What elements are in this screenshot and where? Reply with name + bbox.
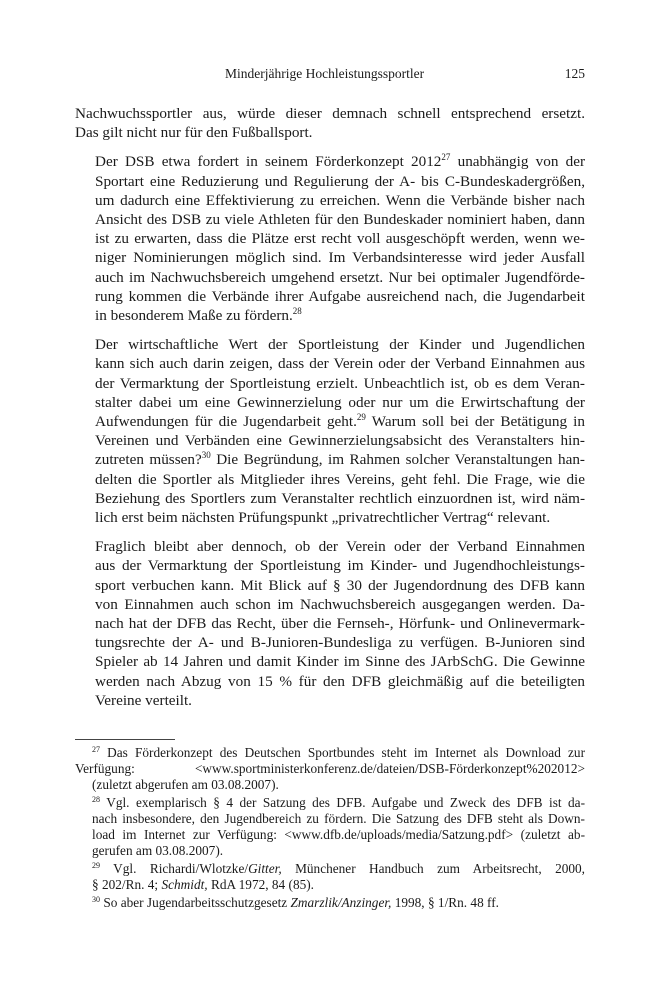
text-line: zutreten müssen?$^{30}$ Die Begründung, im Rahmen solcher Veranstaltungen han- [95, 450, 585, 469]
footnote-line: $^{29}$ Vgl. Richardi/Wlotzke/Gitter, Münchener Handbuch zum Arbeitsrecht, 2000, [92, 861, 585, 876]
main-text [75, 104, 585, 710]
text-line: ist zu erwarten, dass die Plätze erst recht voll ausgeschöpft werden, wenn we- [95, 230, 585, 248]
footnote-line: gerufen am 03.08.2007). [92, 843, 224, 858]
footnote-line: § 202/Rn. 4; Schmidt, RdA 1972, 84 (85). [92, 877, 314, 892]
text-line: von Einnahmen auch schon im Nachwuchsbereich ausgegangen werden. Da- [95, 595, 585, 613]
footnotes [75, 745, 585, 913]
footnote-link[interactable]: <www.sportministerkonferenz.de/dateien/DSB-Förderkonzept%202012> [194, 761, 585, 776]
paragraph-4 [75, 537, 585, 710]
text-line: Der wirtschaftliche Wert der Sportleistung der Kinder und Jugendlichen [95, 336, 585, 354]
text-line: Vereine verteilt. [95, 691, 192, 709]
book-page [75, 66, 585, 720]
footnote-ref-28[interactable]: 28 [292, 306, 302, 317]
text-line: Das gilt nicht nur für den Fußballsport. [75, 124, 313, 142]
footnote-27 [75, 745, 585, 793]
footnote-line: $^{30}$ So aber Jugendarbeitsschutzgesetz Zmarzlik/Anzinger, 1998, § 1/Rn. 48 ff. [92, 895, 499, 910]
text-line: Ansicht des DSB zu viele Athleten für den Bundeskader nominiert haben, dann [95, 211, 585, 229]
footnote-28 [75, 795, 585, 859]
paragraph-2 [75, 152, 585, 325]
footnote-ref-29[interactable]: 29 [356, 412, 366, 423]
text-line: Fraglich bleibt aber dennoch, ob der Verein oder der Verband Einnahmen [95, 538, 585, 556]
footnote-line: $^{28}$ Vgl. exemplarisch § 4 der Satzung des DFB. Aufgabe und Zweck des DFB ist da- [92, 795, 585, 810]
text-line: delten die Sportler als Mitglieder ihres Vereins, geht fehl. Die Frage, wie die [95, 470, 585, 488]
footnote-30 [75, 895, 585, 911]
page-number: 125 [564, 66, 585, 81]
text-line: kann sich auch darin zeigen, dass der Verein oder der Verband Einnahmen aus [95, 355, 585, 373]
running-title: Minderjährige Hochleistungssportler [225, 66, 425, 81]
text-line: stalter dabei um eine Gewinnerzielung oder nur um die Erwirtschaftung der [95, 393, 585, 411]
text-line: lich erst beim nächsten Prüfungspunkt „privatrechtlicher Vertrag“ relevant. [95, 509, 551, 527]
footnote-line: load im Internet zur Verfügung: <www.dfb.de/uploads/media/Satzung.pdf> (zuletzt ab- [92, 827, 585, 842]
footnote-divider [75, 739, 175, 740]
running-header [75, 66, 585, 86]
footnote-number: 30 [92, 895, 100, 904]
text-line: niger Nominierungen möglich sind. Im Verbandsinteresse wird jeder Ausfall [95, 249, 585, 267]
text-line: auch im Nachwuchsbereich umgehend ersetzt. Nur bei optimaler Jugendförde- [95, 268, 585, 286]
text-line: werden nach Abzug von 15 % für den DFB gleichmäßig auf die beteiligten [95, 672, 585, 690]
text-line: Aufwendungen für die Jugendarbeit geht.$^{29}$ Warum soll bei der Betätigung in [95, 412, 585, 431]
text-line: nach hat der DFB das Recht, über die Fernseh-, Hörfunk- und Onlinevermark- [95, 615, 585, 633]
text-line: aus der Vermarktung der Sportleistung im Kinder- und Jugendhochleistungs- [95, 557, 585, 575]
footnote-line: Verfügung: <www.sportministerkonferenz.de/dateien/DSB-Förderkonzept%202012> [75, 761, 585, 776]
footnote-29 [75, 861, 585, 893]
footnote-ref-27[interactable]: 27 [441, 152, 451, 163]
text-line: der Vermarktung der Sportleistung erzielt. Unbeachtlich ist, ob es dem Veran- [95, 374, 585, 392]
footnote-line: $^{27}$ Das Förderkonzept des Deutschen Sportbundes steht im Internet als Download zur [92, 745, 586, 760]
text-line: tungsrechte der A- und B-Junioren-Bundesliga zu verfügen. B-Junioren sind [95, 634, 585, 652]
text-line: in besonderem Maße zu fördern.$^{28}$ [95, 306, 302, 325]
footnote-number: 29 [92, 861, 100, 870]
footnote-ref-30[interactable]: 30 [201, 450, 211, 461]
text-line: um dadurch eine Effektivierung zu erreichen. Wenn die Verbände bisher nach [95, 191, 585, 209]
text-line: sport verbuchen kann. Mit Blick auf § 30 der Jugendordnung des DFB kann [95, 576, 585, 594]
text-line: Vereinen und Verbänden eine Gewinnerzielungsabsicht des Veranstalters hin- [95, 432, 585, 450]
text-line: Spieler ab 14 Jahren und damit Kinder im Sinne des JArbSchG. Die Gewinne [95, 653, 585, 671]
paragraph-1 [75, 104, 585, 142]
footnote-number: 28 [92, 795, 100, 804]
text-line: Der DSB etwa fordert in seinem Förderkonzept 2012$^{27}$ unabhängig von der [95, 152, 586, 171]
footnote-line: (zuletzt abgerufen am 03.08.2007). [92, 777, 279, 792]
text-line: rung kommen die Verbände ihrer Aufgabe ausreichend nach, die Jugendarbeit [95, 287, 585, 305]
footnote-number: 27 [92, 745, 100, 754]
footnote-line: nach insbesondere, den Jugendbereich zu fördern. Die Satzung des DFB steht als Down- [92, 811, 585, 826]
text-line: Nachwuchssportler aus, würde dieser demnach schnell entsprechend ersetzt. [75, 105, 585, 122]
text-line: Sportart eine Reduzierung und Regulierung der A- bis C-Bundeskadergrößen, [95, 172, 585, 190]
paragraph-3 [75, 335, 585, 527]
text-line: Beziehung des Sportlers zum Veranstalter rechtlich einzuordnen ist, wird näm- [95, 489, 585, 507]
